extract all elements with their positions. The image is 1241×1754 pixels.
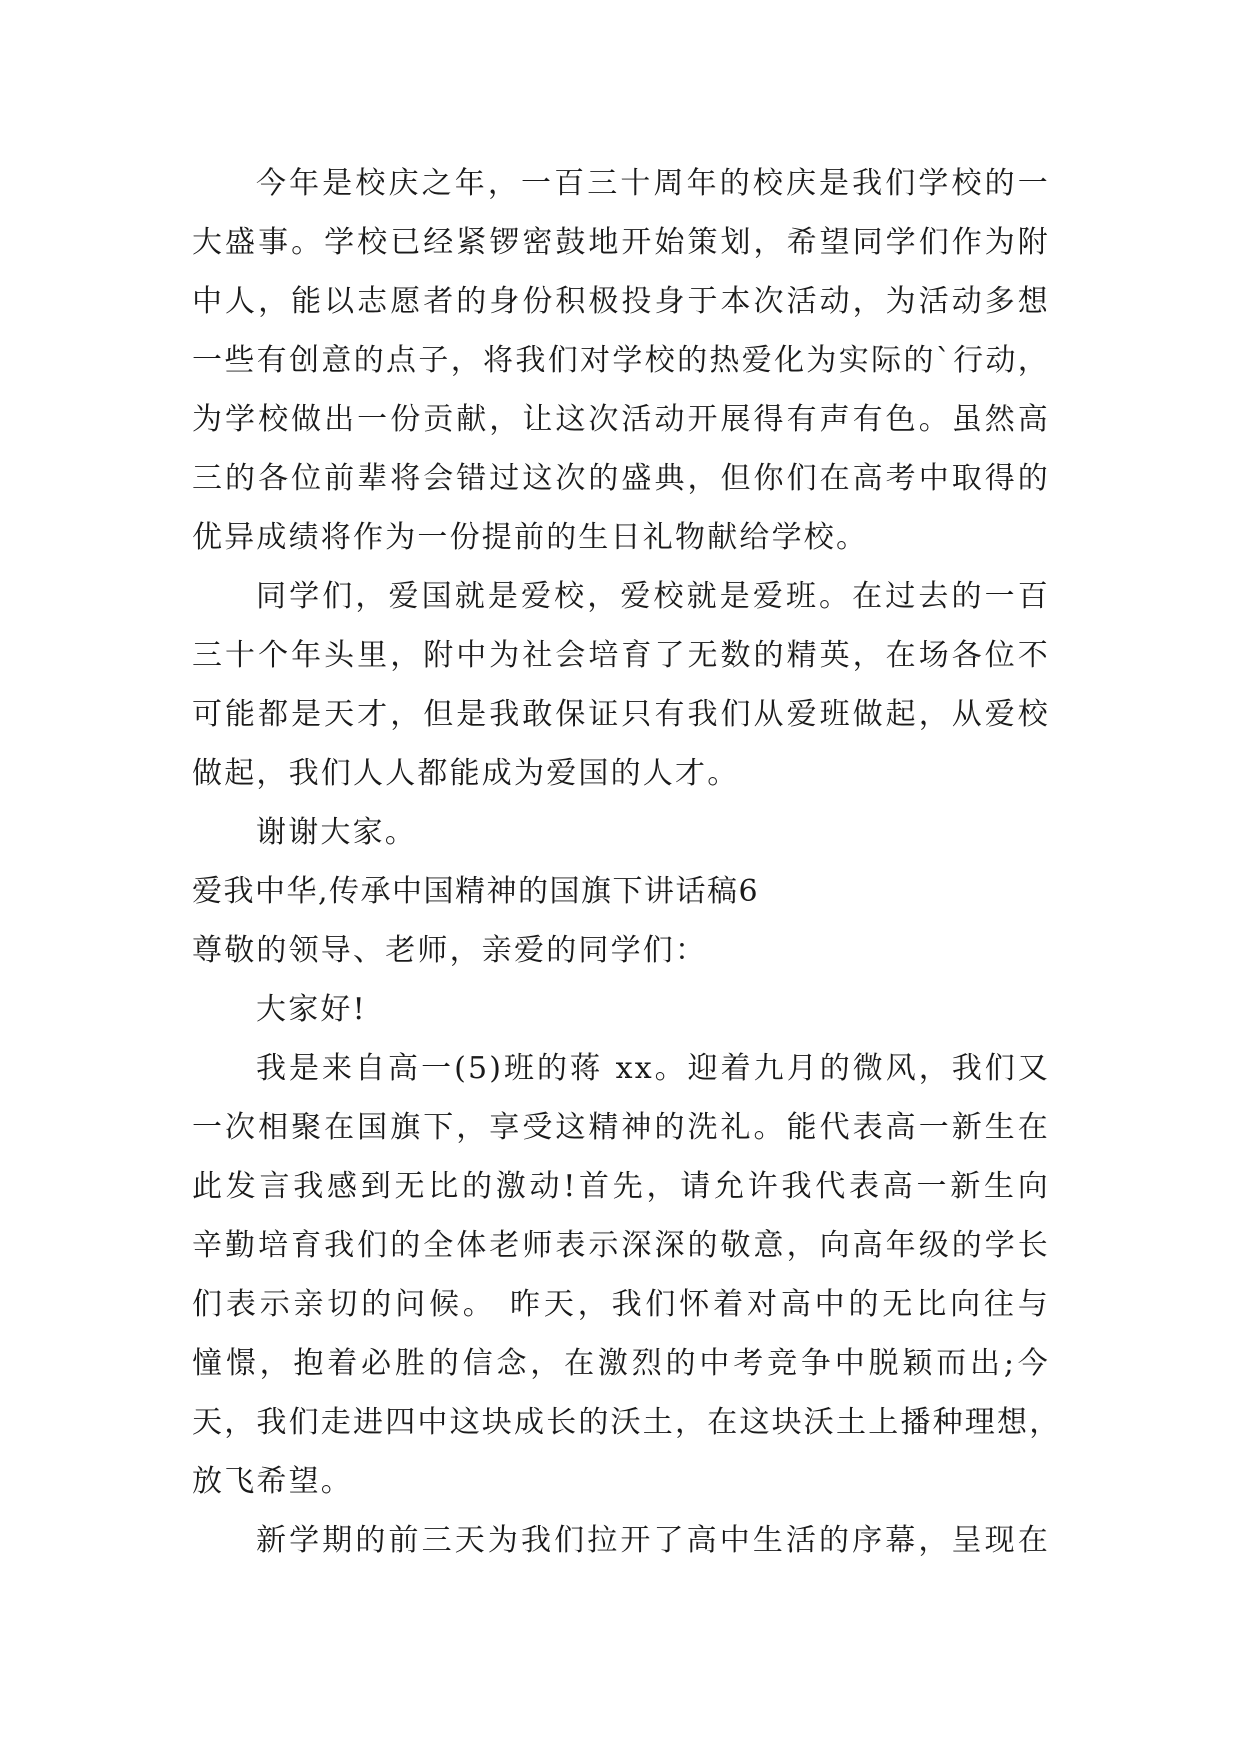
text-line: 我是来自高一(5)班的蒋 xx。迎着九月的微风，我们又 — [256, 1051, 1050, 1086]
text-line: 优异成绩将作为一份提前的生日礼物献给学校。 — [192, 520, 869, 555]
text-line: 大家好! — [256, 992, 367, 1027]
text-line: 谢谢大家。 — [256, 815, 417, 850]
text-line: 为学校做出一份贡献，让这次活动开展得有声有色。虽然高 — [192, 402, 1050, 437]
text-line: 中人，能以志愿者的身份积极投身于本次活动，为活动多想 — [192, 284, 1050, 319]
text-line: 一些有创意的点子，将我们对学校的热爱化为实际的`行动， — [192, 343, 1050, 378]
text-line: 做起，我们人人都能成为爱国的人才。 — [192, 756, 740, 791]
text-line: 三的各位前辈将会错过这次的盛典，但你们在高考中取得的 — [192, 461, 1050, 496]
text-line: 放飞希望。 — [192, 1464, 353, 1499]
text-line: 一次相聚在国旗下，享受这精神的洗礼。能代表高一新生在 — [192, 1110, 1050, 1145]
salutation: 尊敬的领导、老师，亲爱的同学们： — [192, 933, 708, 968]
text-line: 们表示亲切的问候。 昨天，我们怀着对高中的无比向往与 — [192, 1287, 1050, 1322]
text-line: 今年是校庆之年，一百三十周年的校庆是我们学校的一 — [256, 166, 1050, 201]
paragraph-school-anniversary — [192, 154, 1050, 567]
text-line: 可能都是天才，但是我敢保证只有我们从爱班做起，从爱校 — [192, 697, 1050, 732]
paragraph-love-school — [192, 567, 1050, 803]
paragraph-thanks — [192, 803, 1050, 862]
paragraph-self-intro — [192, 1039, 1062, 1511]
text-line: 三十个年头里，附中为社会培育了无数的精英，在场各位不 — [192, 638, 1050, 673]
text-line: 同学们，爱国就是爱校，爱校就是爱班。在过去的一百 — [256, 579, 1050, 614]
text-line: 大盛事。学校已经紧锣密鼓地开始策划，希望同学们作为附 — [192, 225, 1050, 260]
text-line: 憧憬，抱着必胜的信念，在激烈的中考竞争中脱颖而出;今 — [192, 1346, 1050, 1381]
paragraph-new-semester — [192, 1511, 1050, 1570]
paragraph-greeting — [192, 980, 1050, 1039]
text-line: 天，我们走进四中这块成长的沃土，在这块沃土上播种理想， — [192, 1405, 1062, 1440]
text-line: 新学期的前三天为我们拉开了高中生活的序幕，呈现在 — [256, 1523, 1050, 1558]
speech-heading: 爱我中华,传承中国精神的国旗下讲话稿6 — [192, 874, 760, 909]
document-body — [192, 154, 1062, 1570]
text-line: 此发言我感到无比的激动!首先，请允许我代表高一新生向 — [192, 1169, 1050, 1204]
text-line: 辛勤培育我们的全体老师表示深深的敬意，向高年级的学长 — [192, 1228, 1050, 1263]
